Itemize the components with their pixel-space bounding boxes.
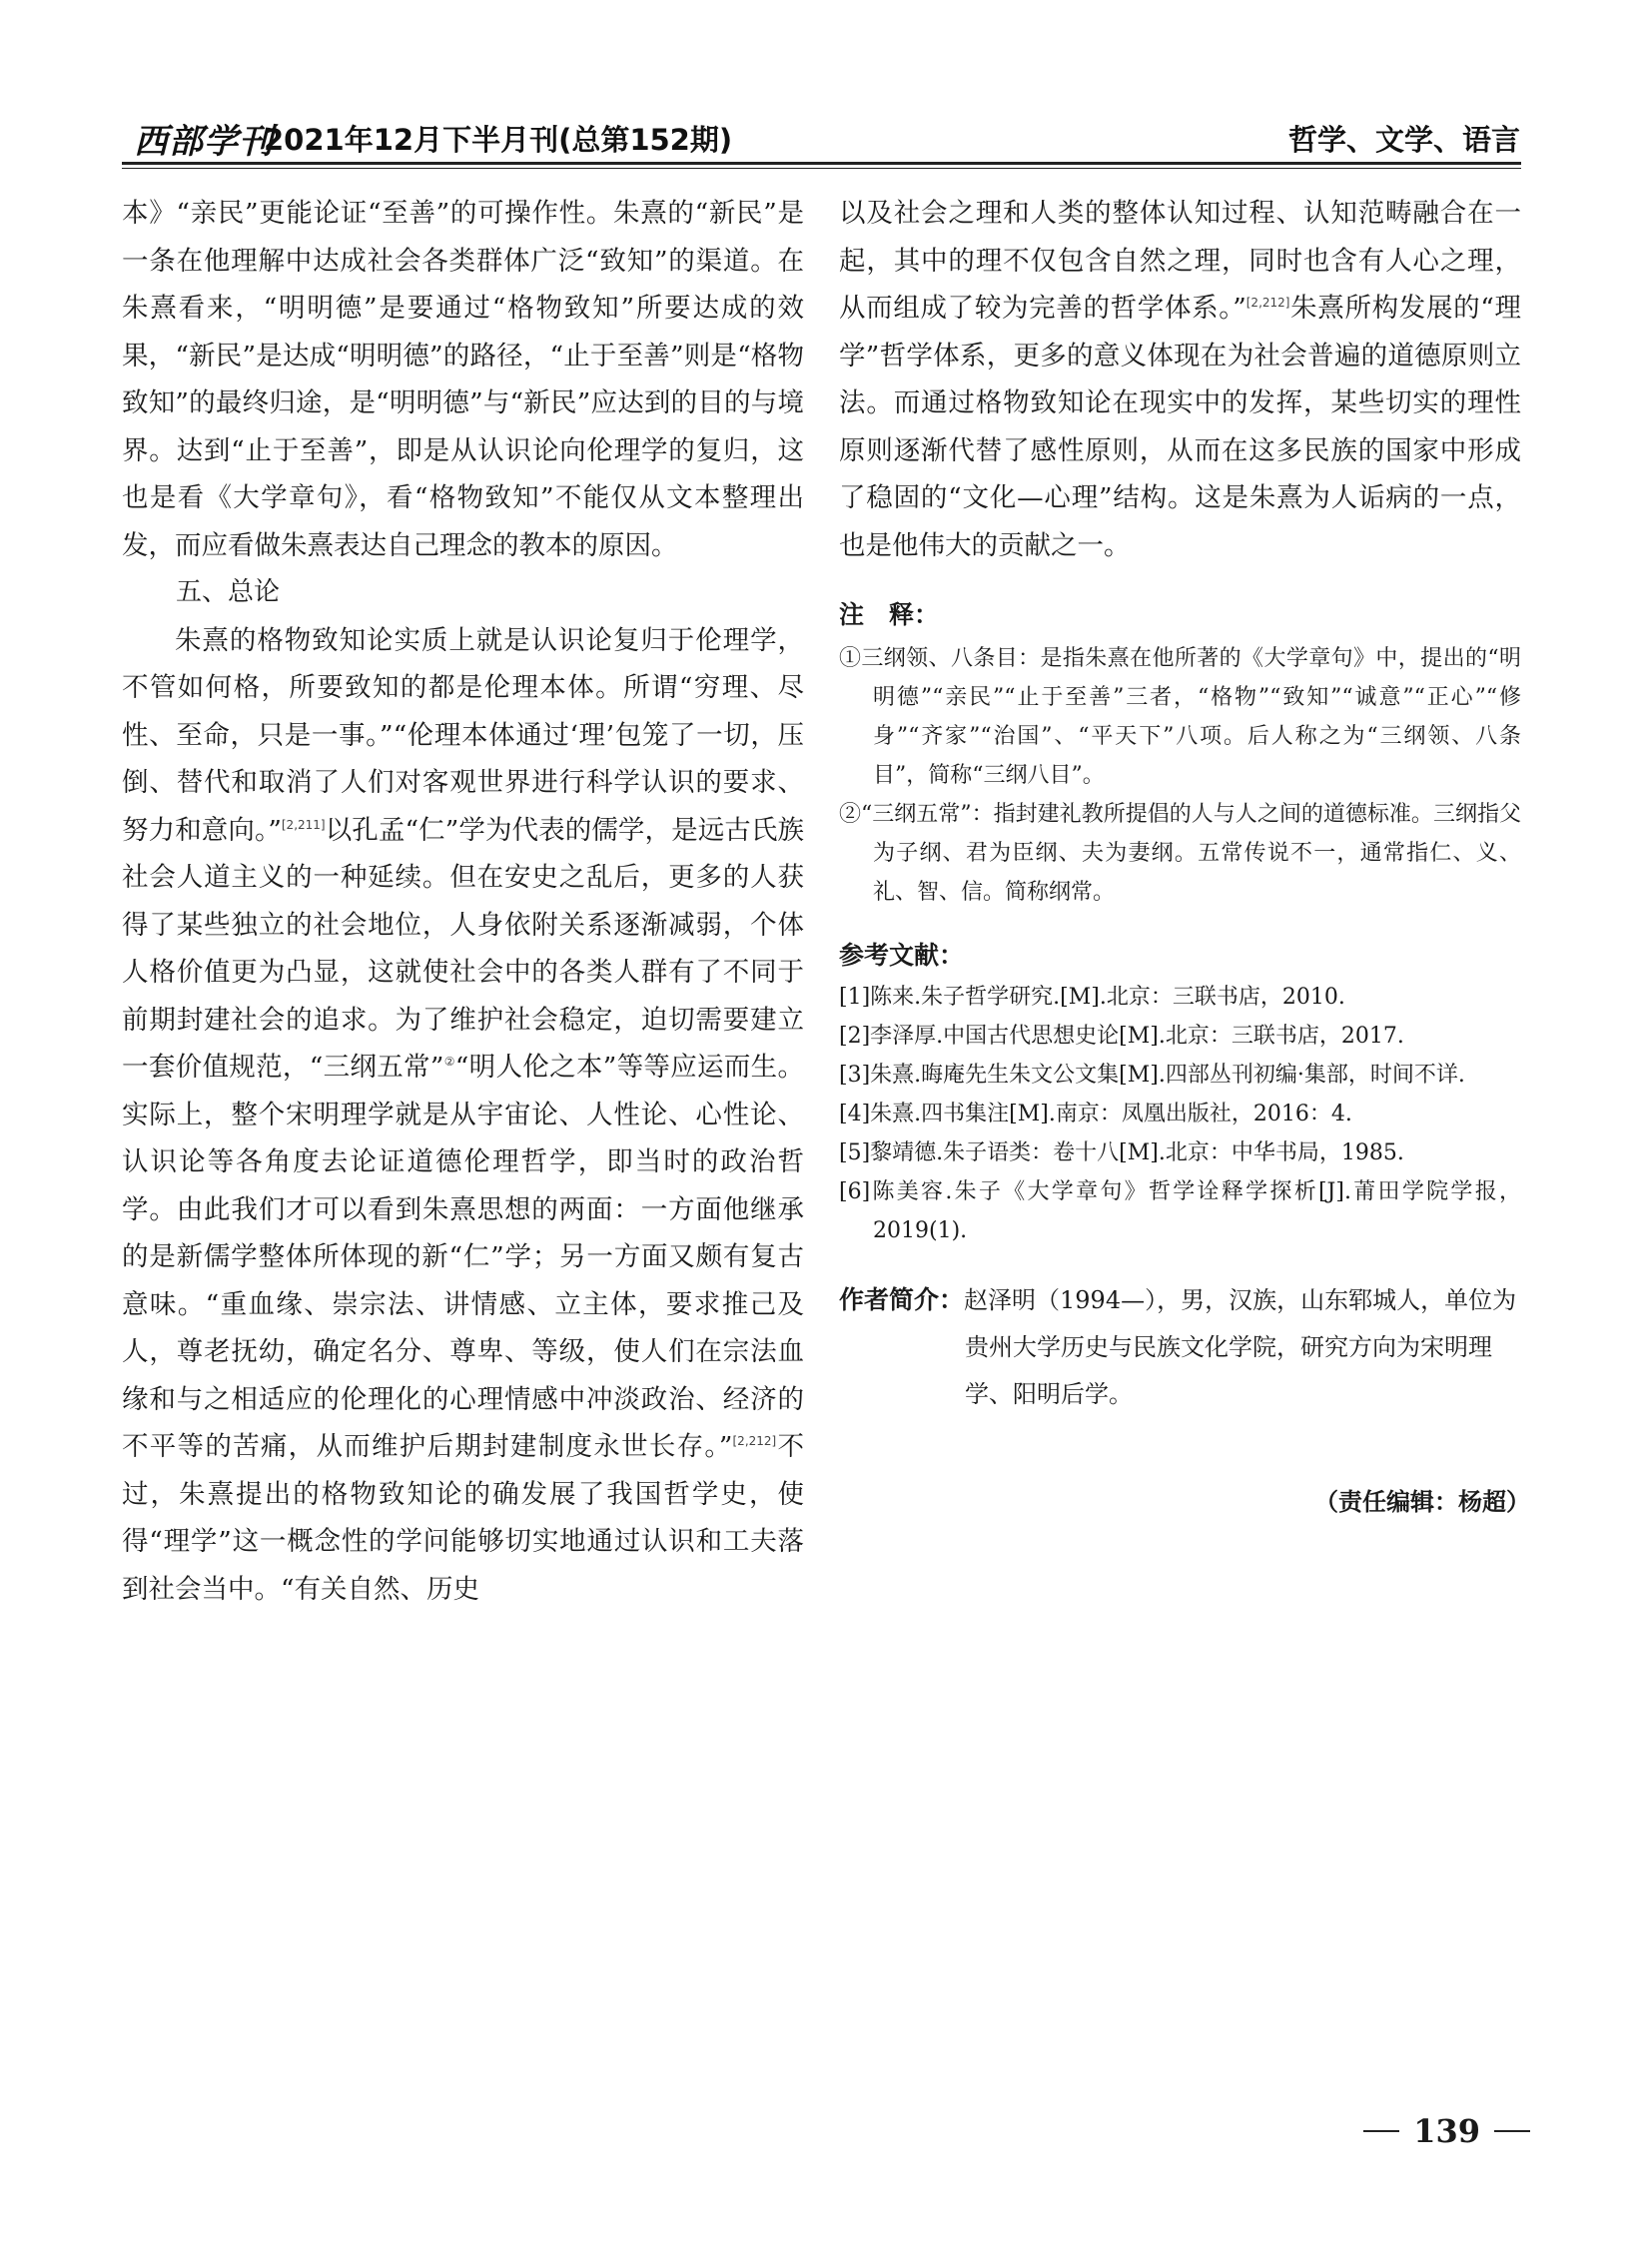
right-column: [839, 190, 1521, 1418]
citation-mark: [2,211]: [281, 817, 326, 832]
footnote-mark: ②: [443, 1055, 455, 1070]
page-number-value: 139: [1413, 2112, 1480, 2150]
reference-item: [3]朱熹.晦庵先生朱文公文集[M].四部丛刊初编·集部，时间不详.: [839, 1063, 1465, 1088]
author-bio-text: 赵泽明（1994—），男，汉族，山东郓城人，单位为贵州大学历史与民族文化学院，研究方向为宋明理学、阳明后学。: [964, 1286, 1517, 1408]
reference-item: [2]李泽厚.中国古代思想史论[M].北京：三联书店，2017.: [839, 1024, 1404, 1049]
text-run: 朱熹所构发展的“理学”哲学体系，更多的意义体现在为社会普遍的道德原则立法。而通过格物致知论在现实中的发挥，某些切实的理性原则逐渐代替了感性原则，从而在这多民族的国家中形成了稳固的“文化—心理”结构。这是朱熹为人诟病的一点，也是他伟大的贡献之一。: [839, 293, 1521, 561]
text-run: “明人伦之本”等等应运而生。实际上，整个宋明理学就是从宇宙论、人性论、心性论、认识论等各角度去论证道德伦理哲学，即当时的政治哲学。由此我们才可以看到朱熹思想的两面：一方面他继承的是新儒学整体所体现的新“仁”学；另一方面又颇有复古意味。“重血缘、崇宗法、讲情感、立主体，要求推己及人，尊老抚幼，确定名分、尊卑、等级，使人们在宗法血缘和与之相适应的伦理化的心理情感中冲淡政治、经济的不平等的苦痛，从而维护后期封建制度永世长存。”: [122, 1052, 804, 1462]
section-heading: 五、总论: [176, 577, 281, 607]
dash-decoration: [1494, 2130, 1530, 2132]
text-run: 以孔孟“仁”学为代表的儒学，是远古氏族社会人道主义的一种延续。但在安史之乱后，更多的人获得了某些独立的社会地位，人身依附关系逐渐减弱，个体人格价值更为凸显，这就使社会中的各类人群有了不同于前期封建社会的追求。为了维护社会稳定，迫切需要建立一套价值规范，“三纲五常”: [122, 814, 804, 1083]
text-run: 不过，朱熹提出的格物致知论的确发展了我国哲学史，使得“理学”这一概念性的学问能够切实地通过认识和工夫落到社会当中。“有关自然、历史: [122, 1431, 804, 1605]
responsible-editor: （责任编辑：杨超）: [1314, 1488, 1530, 1516]
running-header: [122, 108, 1520, 162]
notes-heading: 注 释：: [839, 600, 940, 629]
header-rule-thin: [122, 168, 1521, 169]
text-run: 以及社会之理和人类的整体认知过程、认知范畴融合在一起，其中的理不仅包含自然之理，同时也含有人心之理，从而组成了较为完善的哲学体系。”: [839, 198, 1521, 324]
reference-item: [4]朱熹.四书集注[M].南京：凤凰出版社，2016：4.: [839, 1102, 1352, 1126]
author-bio-label: 作者简介：: [839, 1285, 965, 1314]
reference-item: [5]黎靖德.朱子语类：卷十八[M].北京：中华书局，1985.: [839, 1140, 1404, 1165]
references-heading: 参考文献：: [839, 941, 965, 970]
note-item: ①三纲领、八条目：是指朱熹在他所著的《大学章句》中，提出的“明明德”“亲民”“止于至善”三者，“格物”“致知”“诚意”“正心”“修身”“齐家”“治国”、“平天下”八项。后人称之为“三纲领、八条目”，简称“三纲八目”。: [839, 646, 1521, 788]
paragraph: 本》“亲民”更能论证“至善”的可操作性。朱熹的“新民”是一条在他理解中达成社会各类群体广泛“致知”的渠道。在朱熹看来，“明明德”是要通过“格物致知”所要达成的效果，“新民”是达成“明明德”的路径，“止于至善”则是“格物致知”的最终归途，是“明明德”与“新民”应达到的目的与境界。达到“止于至善”，即是从认识论向伦理学的复归，这也是看《大学章句》，看“格物致知”不能仅从文本整理出发，而应看做朱熹表达自己理念的教本的原因。: [122, 198, 804, 561]
dash-decoration: [1363, 2130, 1399, 2132]
paragraph: [839, 190, 1521, 569]
reference-item: [1]陈来.朱子哲学研究.[M].北京：三联书店，2010.: [839, 985, 1345, 1010]
paragraph: [122, 617, 804, 1614]
citation-mark: [2,212]: [732, 1434, 777, 1449]
citation-mark: [2,212]: [1245, 296, 1290, 311]
text-run: 朱熹的格物致知论实质上就是认识论复归于伦理学，不管如何格，所要致知的都是伦理本体。所谓“穷理、尽性、至命，只是一事。”“伦理本体通过‘理’包笼了一切，压倒、替代和取消了人们对客观世界进行科学认识的要求、努力和意向。”: [122, 624, 804, 846]
section-title: 哲学、文学、语言: [1287, 123, 1520, 157]
header-rule: [122, 162, 1521, 165]
left-column: [122, 190, 804, 1613]
page-number: [1363, 2109, 1530, 2153]
author-bio: [839, 1276, 1521, 1418]
reference-item: [6]陈美容.朱子《大学章句》哲学诠释学探析[J].莆田学院学报，2019(1).: [839, 1179, 1521, 1243]
note-item: ②“三纲五常”：指封建礼教所提倡的人与人之间的道德标准。三纲指父为子纲、君为臣纲、夫为妻纲。五常传说不一，通常指仁、义、礼、智、信。简称纲常。: [839, 802, 1521, 905]
issue-info: 2021年12月下半月刊(总第152期): [264, 123, 733, 157]
journal-logo: 西部学刊: [134, 122, 274, 162]
